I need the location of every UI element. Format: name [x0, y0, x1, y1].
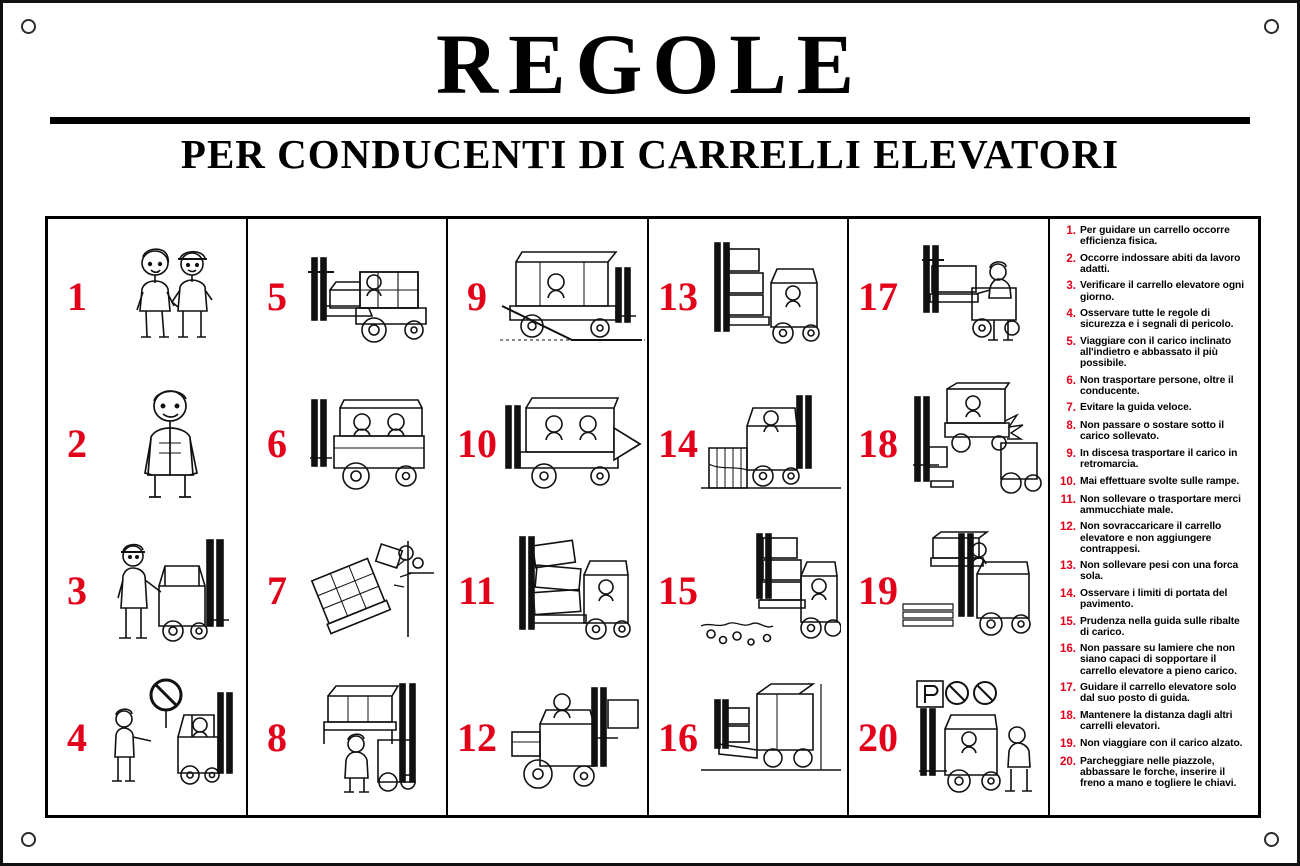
- rule-number: 20.: [1060, 755, 1076, 768]
- pictogram-cell: [651, 664, 845, 811]
- forklift-travelling-load-raised-icon: [901, 519, 1046, 662]
- forklift-descending-slope-icon: [500, 225, 645, 368]
- rule-text: Viaggiare con il carico inclinato all'indietro e abbassato il più possibile.: [1080, 335, 1232, 370]
- pictogram-number: 14: [658, 421, 698, 466]
- pictogram-cell: [450, 223, 645, 370]
- pictogram-cell: [651, 223, 845, 370]
- pictogram-cell: [450, 370, 645, 517]
- pictogram-number: 10: [457, 421, 497, 466]
- pictogram-cell: [250, 223, 444, 370]
- pictogram-number: 13: [658, 274, 698, 319]
- rule-text: Non passare o sostare sotto il carico sollevato.: [1080, 420, 1225, 443]
- forklift-carrying-passenger-icon: [300, 372, 440, 515]
- rule-number: 18.: [1060, 709, 1076, 722]
- pictogram-cell: [250, 370, 444, 517]
- driver-outside-driving-position-icon: [901, 225, 1042, 368]
- pictogram-cell: [50, 223, 244, 370]
- rule-item: [1058, 616, 1250, 638]
- rule-text: Evitare la guida veloce.: [1080, 402, 1192, 414]
- rule-number: 16.: [1060, 643, 1076, 656]
- rule-number: 12.: [1060, 521, 1076, 534]
- rule-item: [1058, 280, 1250, 302]
- rule-text: Guidare il carrello elevatore solo dal suo posto di guida.: [1080, 682, 1237, 705]
- rule-text: Osservare i limiti di portata del pavimento.: [1080, 587, 1228, 611]
- pictogram-number: 16: [658, 715, 698, 760]
- mounting-hole-top-left: [21, 19, 36, 34]
- pictogram-number: 19: [858, 568, 898, 613]
- forklift-overloaded-counterweight-icon: [500, 666, 645, 809]
- pictogram-cell: [651, 517, 845, 664]
- rules-text-column: [1050, 219, 1258, 815]
- worker-warning-sign-forklift-icon: [100, 666, 240, 809]
- rule-number: 19.: [1060, 737, 1076, 750]
- pictogram-number: 3: [67, 568, 87, 613]
- forklift-on-metal-plates-icon: [701, 666, 841, 809]
- rule-number: 6.: [1066, 374, 1076, 387]
- rule-item: [1058, 682, 1250, 704]
- forklift-floor-capacity-icon: [701, 372, 841, 515]
- rule-text: Mai effettuare svolte sulle rampe.: [1080, 475, 1240, 487]
- forklift-turning-on-ramp-icon: [500, 372, 645, 515]
- rule-item: [1058, 476, 1250, 488]
- rule-text: In discesa trasportare il carico in retromarcia.: [1080, 448, 1238, 471]
- pictogram-number: 8: [267, 715, 287, 760]
- rule-number: 2.: [1066, 252, 1076, 265]
- pictogram-cell: [250, 664, 444, 811]
- rule-text: Mantenere la distanza dagli altri carrelli elevatori.: [1080, 709, 1233, 733]
- rule-item: [1058, 420, 1250, 442]
- rule-item: [1058, 588, 1250, 610]
- worker-standing-icon: [100, 372, 240, 515]
- rule-item: [1058, 308, 1250, 330]
- rule-number: 13.: [1060, 560, 1076, 573]
- forklift-parking-procedure-icon: [901, 666, 1046, 809]
- pictogram-number: 18: [858, 421, 898, 466]
- worker-inspecting-forklift-icon: [100, 519, 240, 662]
- rule-item: [1058, 253, 1250, 275]
- pictogram-cell: [250, 517, 444, 664]
- rule-item: [1058, 643, 1250, 676]
- pictogram-column-5: [849, 219, 1050, 815]
- forklift-speeding-crash-icon: [300, 519, 440, 662]
- rule-text: Non trasportare persone, oltre il conducente.: [1080, 374, 1234, 397]
- pictogram-number: 20: [858, 715, 898, 760]
- page-subtitle: PER CONDUCENTI DI CARRELLI ELEVATORI: [180, 131, 1120, 177]
- rule-number: 7.: [1066, 402, 1076, 415]
- rule-item: [1058, 738, 1250, 750]
- pictogram-column-1: [48, 219, 248, 815]
- rule-number: 11.: [1060, 493, 1076, 506]
- rule-number: 4.: [1066, 308, 1076, 321]
- pictogram-column-3: [448, 219, 649, 815]
- pictogram-number: 4: [67, 715, 87, 760]
- rule-text: Verificare il carrello elevatore ogni giorno.: [1080, 280, 1244, 303]
- mounting-hole-bottom-right: [1264, 832, 1279, 847]
- rule-text: Osservare tutte le regole di sicurezza e i segnali di pericolo.: [1080, 308, 1234, 331]
- pictogram-number: 5: [267, 274, 287, 319]
- rule-item: [1058, 521, 1250, 554]
- rule-number: 3.: [1066, 280, 1076, 293]
- rule-text: Non viaggiare con il carico alzato.: [1080, 737, 1243, 749]
- rule-item: [1058, 448, 1250, 470]
- forklift-tilted-load-icon: [300, 225, 440, 368]
- rule-number: 1.: [1066, 225, 1076, 237]
- pictogram-cell: [851, 223, 1046, 370]
- rule-number: 10.: [1060, 475, 1076, 488]
- pictogram-cell: [50, 370, 244, 517]
- pictogram-number: 17: [858, 274, 898, 319]
- pictogram-cell: [851, 664, 1046, 811]
- pictogram-column-4: [649, 219, 849, 815]
- pictogram-cell: [651, 370, 845, 517]
- pictogram-number: 2: [67, 421, 87, 466]
- rule-number: 14.: [1060, 587, 1076, 600]
- two-forklifts-collision-icon: [901, 372, 1046, 515]
- rule-text: Non sollevare o trasportare merci ammucchiate male.: [1080, 493, 1241, 516]
- pictogram-number: 12: [457, 715, 497, 760]
- pictogram-number: 7: [267, 568, 287, 613]
- pictogram-number: 11: [458, 568, 496, 613]
- rule-item: [1058, 756, 1250, 789]
- rule-number: 5.: [1066, 335, 1076, 348]
- rule-text: Non sollevare pesi con una forca sola.: [1080, 560, 1239, 583]
- forklift-on-dock-edge-icon: [701, 519, 841, 662]
- rule-number: 15.: [1060, 615, 1076, 628]
- rule-item: [1058, 402, 1250, 414]
- worker-under-raised-load-icon: [300, 666, 440, 809]
- rule-text: Non sovraccaricare il carrello elevatore e non aggiungere contrappesi.: [1080, 521, 1222, 555]
- rule-text: Parcheggiare nelle piazzole, abbassare le forche, inserire il freno a mano e togliere le chiavi.: [1080, 755, 1237, 789]
- pictogram-column-2: [248, 219, 448, 815]
- rule-text: Per guidare un carrello occorre efficienza fisica.: [1080, 225, 1230, 248]
- forklift-single-fork-lift-icon: [701, 225, 841, 368]
- pictogram-cell: [851, 517, 1046, 664]
- rule-item: [1058, 710, 1250, 732]
- pictogram-cell: [50, 664, 244, 811]
- two-workers-talking-icon: [100, 225, 240, 368]
- rule-text: Non passare su lamiere che non siano capaci di sopportare il carrello elevatore a pieno carico.: [1080, 643, 1237, 677]
- rule-item: [1058, 560, 1250, 582]
- title-divider: [50, 117, 1250, 124]
- rule-text: Occorre indossare abiti da lavoro adatti.: [1080, 252, 1241, 275]
- pictogram-cell: [50, 517, 244, 664]
- rule-item: [1058, 225, 1250, 247]
- sign-header: [3, 3, 1297, 178]
- page-title: REGOLE: [436, 16, 864, 112]
- rule-item: [1058, 494, 1250, 516]
- pictogram-number: 15: [658, 568, 698, 613]
- pictogram-cell: [450, 517, 645, 664]
- rule-number: 8.: [1066, 420, 1076, 433]
- mounting-hole-bottom-left: [21, 832, 36, 847]
- rule-number: 17.: [1060, 682, 1076, 695]
- rule-item: [1058, 375, 1250, 397]
- rule-item: [1058, 336, 1250, 369]
- pictogram-cell: [851, 370, 1046, 517]
- pictogram-number: 1: [67, 274, 87, 319]
- mounting-hole-top-right: [1264, 19, 1279, 34]
- rules-panel: [45, 216, 1261, 818]
- rule-number: 9.: [1066, 448, 1076, 461]
- rule-text: Prudenza nella guida sulle ribalte di carico.: [1080, 615, 1240, 638]
- pictogram-cell: [450, 664, 645, 811]
- pictogram-number: 9: [467, 274, 487, 319]
- pictogram-number: 6: [267, 421, 287, 466]
- forklift-unstable-stacked-goods-icon: [500, 519, 645, 662]
